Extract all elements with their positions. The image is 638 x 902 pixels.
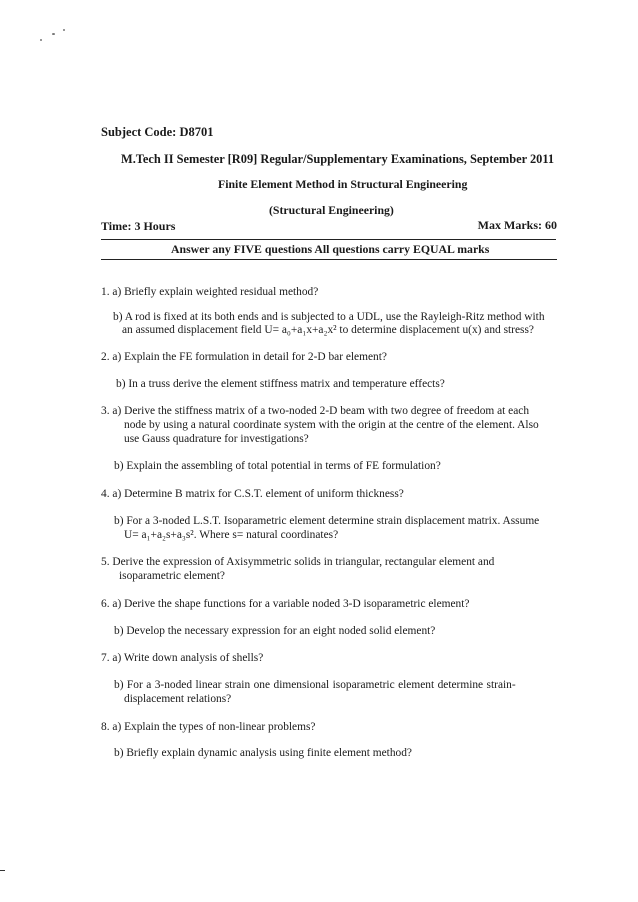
question-5-line1: 5. Derive the expression of Axisymmetric solids in triangular, rectangular element and [101,556,495,568]
header-rule-top [101,239,556,240]
question-5-line2: isoparametric element? [119,570,225,582]
scan-speck [63,29,65,31]
question-4b-line1: b) For a 3-noded L.S.T. Isoparametric element determine strain displacement matrix. Assume [114,515,540,527]
question-1a: 1. a) Briefly explain weighted residual method? [101,286,319,298]
course-title: Finite Element Method in Structural Engineering [218,177,468,191]
question-3a-line2: node by using a natural coordinate system with the origin at the centre of the element. Also [124,419,539,431]
question-2b: b) In a truss derive the element stiffness matrix and temperature effects? [116,378,445,390]
exam-title: M.Tech II Semester [R09] Regular/Supplementary Examinations, September 2011 [121,152,555,166]
question-8b: b) Briefly explain dynamic analysis using finite element method? [114,747,412,759]
question-1b-line2: an assumed displacement field U= a₀+a₁x+a₂x² to determine displacement u(x) and stress? [122,324,534,336]
question-7b-line2: displacement relations? [124,693,232,705]
subject-code: Subject Code: D8701 [101,125,214,139]
question-1b-line1: b) A rod is fixed at its both ends and is subjected to a UDL, use the Rayleigh-Ritz method with [113,311,545,323]
branch-title: (Structural Engineering) [269,203,394,217]
question-3a-line3: use Gauss quadrature for investigations? [124,433,309,445]
question-8a: 8. a) Explain the types of non-linear problems? [101,721,316,733]
question-7b-line1: b) For a 3-noded linear strain one dimensional isoparametric element determine strain- [114,679,516,691]
exam-time: Time: 3 Hours [101,219,176,233]
question-3a-line1: 3. a) Derive the stiffness matrix of a two-noded 2-D beam with two degree of freedom at each [101,405,530,417]
scan-speck [52,33,55,35]
question-4b-line2: U= a₁+a₂s+a₃s². Where s= natural coordinates? [124,529,339,541]
instructions: Answer any FIVE questions All questions carry EQUAL marks [171,242,490,256]
header-rule-bottom [101,259,557,260]
question-4a: 4. a) Determine B matrix for C.S.T. element of uniform thickness? [101,488,404,500]
question-6b: b) Develop the necessary expression for an eight noded solid element? [114,625,436,637]
scan-margin-mark [0,870,5,871]
question-3b: b) Explain the assembling of total potential in terms of FE formulation? [114,460,441,472]
question-7a: 7. a) Write down analysis of shells? [101,652,264,664]
question-6a: 6. a) Derive the shape functions for a variable noded 3-D isoparametric element? [101,598,470,610]
scan-speck [40,39,42,41]
max-marks: Max Marks: 60 [477,218,557,232]
question-2a: 2. a) Explain the FE formulation in detail for 2-D bar element? [101,351,387,363]
